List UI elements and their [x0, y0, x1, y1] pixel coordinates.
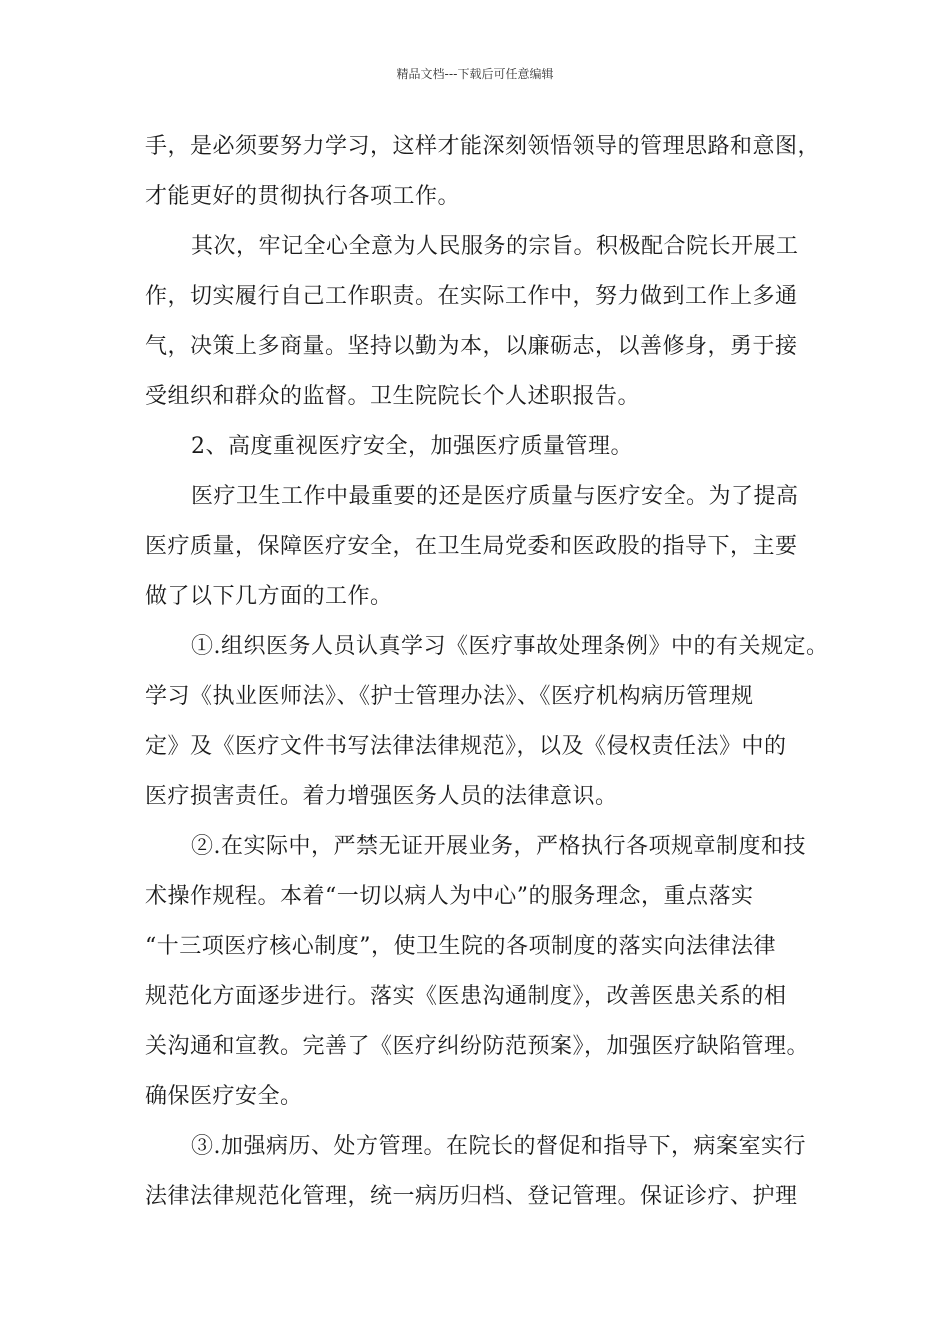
text-line: 作，切实履行自己工作职责。在实际工作中，努力做到工作上多通: [145, 284, 798, 309]
text-line: 医疗卫生工作中最重要的还是医疗质量与医疗安全。为了提高: [191, 484, 799, 509]
text-line: 其次，牢记全心全意为人民服务的宗旨。积极配合院长开展工: [191, 234, 799, 259]
text-line: 规范化方面逐步进行。落实《医患沟通制度》，改善医患关系的相: [145, 984, 787, 1009]
text-line: ①.组织医务人员认真学习《医疗事故处理条例》中的有关规定。: [191, 634, 829, 659]
document-body: [145, 122, 829, 1222]
text-line: 学习《执业医师法》、《护士管理办法》、《医疗机构病历管理规: [145, 684, 754, 709]
page-header: 精品文档---下载后可任意编辑: [396, 67, 554, 81]
text-line: 法律法律规范化管理，统一病历归档、登记管理。保证诊疗、护理: [145, 1184, 798, 1209]
text-line: 医疗损害责任。着力增强医务人员的法律意识。: [145, 784, 618, 809]
text-line: 做了以下几方面的工作。: [145, 584, 393, 609]
text-line: ②.在实际中，严禁无证开展业务，严格执行各项规章制度和技: [191, 834, 806, 859]
text-line: 受组织和群众的监督。卫生院院长个人述职报告。: [145, 384, 641, 409]
text-line: 医疗质量，保障医疗安全，在卫生局党委和医政股的指导下，主要: [145, 534, 798, 559]
text-line: 才能更好的贯彻执行各项工作。: [145, 184, 461, 209]
text-line: 关沟通和宣教。完善了《医疗纠纷防范预案》，加强医疗缺陷管理。: [145, 1034, 810, 1059]
text-line: 确保医疗安全。: [145, 1084, 303, 1109]
text-line: 定》及《医疗文件书写法律法律规范》，以及《侵权责任法》中的: [145, 734, 787, 759]
text-line: 2、高度重视医疗安全，加强医疗质量管理。: [191, 434, 633, 459]
text-line: 术操作规程。本着“一切以病人为中心”的服务理念，重点落实: [145, 884, 754, 909]
text-line: 手，是必须要努力学习，这样才能深刻领悟领导的管理思路和意图，: [145, 134, 821, 159]
text-line: 气，决策上多商量。坚持以勤为本，以廉砺志，以善修身，勇于接: [145, 334, 798, 359]
text-line: ③.加强病历、处方管理。在院长的督促和指导下，病案室实行: [191, 1134, 806, 1159]
text-line: “十三项医疗核心制度”，使卫生院的各项制度的落实向法律法律: [145, 934, 776, 959]
